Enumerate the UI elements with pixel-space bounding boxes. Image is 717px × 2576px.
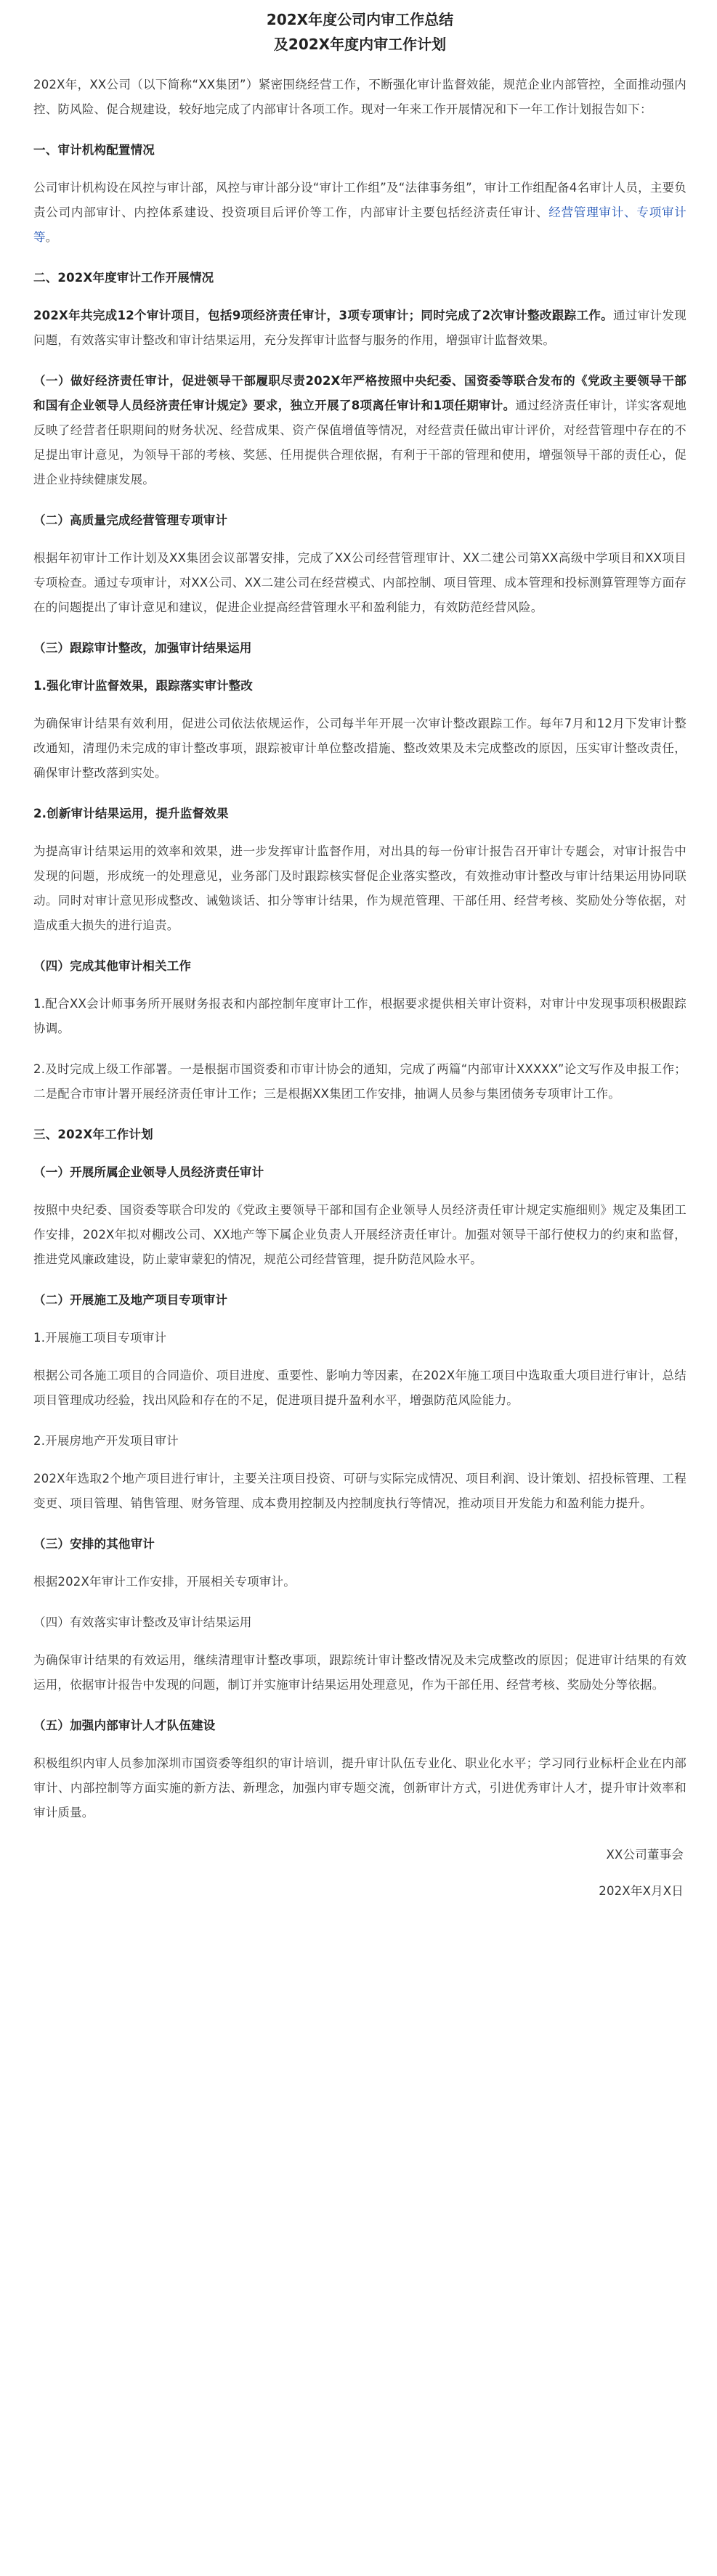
section-3-2-2-heading: 2.开展房地产开发项目审计 <box>33 1434 179 1448</box>
section-3-4-paragraph: 为确保审计结果的有效运用，继续清理审计整改事项，跟踪统计审计整改情况及未完成整改的原因；促进审计结果的有效运用，依据审计报告中发现的问题，制订并实施审计结果运用处理意见，作为干部任用、经营考核、奖励处分等依据。 <box>33 1653 686 1692</box>
section-2-4-2-paragraph: 2.及时完成上级工作部署。一是根据市国资委和市审计协会的通知，完成了两篇“内部审计XXXXX”论文写作及申报工作；二是配合市审计署开展经济责任审计工作；三是根据XX集团工作安排，抽调人员参与集团债务专项审计工作。 <box>33 1062 686 1101</box>
section-2-1-bold: （一）做好经济责任审计，促进领导干部履职尽责202X年严格按照中央纪委、国资委等联合发布的《党政主要领导干部和国有企业领导人员经济责任审计规定》要求，独立开展了8项离任审计和1项任期审计。 <box>33 374 686 412</box>
section-2-heading: 二、202X年度审计工作开展情况 <box>33 271 214 285</box>
section-2-summary-bold: 202X年共完成12个审计项目，包括9项经济责任审计，3项专项审计；同时完成了2次审计整改跟踪工作。 <box>33 309 614 322</box>
section-1-paragraph <box>33 176 686 250</box>
section-2-3-heading: （三）跟踪审计整改，加强审计结果运用 <box>33 641 252 655</box>
section-1-heading: 一、审计机构配置情况 <box>33 143 155 157</box>
section-2-2-heading: （二）高质量完成经营管理专项审计 <box>33 513 228 527</box>
section-3-2-1-heading: 1.开展施工项目专项审计 <box>33 1331 167 1345</box>
section-2-summary-rest: 通过审计发现问题，有效落实审计整改和审计结果运用，充分发挥审计监督与服务的作用，增强审计监督效果。 <box>33 309 686 347</box>
section-2-3-1-paragraph: 为确保审计结果有效利用，促进公司依法依规运作，公司每半年开展一次审计整改跟踪工作。每年7月和12月下发审计整改通知，清理仍未完成的审计整改事项，跟踪被审计单位整改措施、整改效果及未完成整改的原因，压实审计整改责任，确保审计整改落到实处。 <box>33 717 686 780</box>
section-3-4-heading: （四）有效落实审计整改及审计结果运用 <box>33 1615 252 1629</box>
section-3-2-2-paragraph: 202X年选取2个地产项目进行审计，主要关注项目投资、可研与实际完成情况、项目利润、设计策划、招投标管理、工程变更、项目管理、销售管理、财务管理、成本费用控制及内控制度执行等情况，推动项目开发能力和盈利能力提升。 <box>33 1472 686 1510</box>
title-block <box>33 0 686 57</box>
section-3-2-1-paragraph: 根据公司各施工项目的合同造价、项目进度、重要性、影响力等因素，在202X年施工项目中选取重大项目进行审计，总结项目管理成功经验，找出风险和存在的不足，促进项目提升盈利水平，增强防范风险能力。 <box>33 1369 686 1407</box>
signature-date: 202X年X月X日 <box>599 1884 684 1898</box>
section-3-3-paragraph: 根据202X年审计工作安排，开展相关专项审计。 <box>33 1575 296 1589</box>
section-3-5-heading: （五）加强内部审计人才队伍建设 <box>33 1719 216 1732</box>
section-2-4-1-paragraph: 1.配合XX会计师事务所开展财务报表和内部控制年度审计工作，根据要求提供相关审计资料，对审计中发现事项积极跟踪协调。 <box>33 997 686 1035</box>
section-2-2-paragraph: 根据年初审计工作计划及XX集团会议部署安排，完成了XX公司经营管理审计、XX二建公司第XX高级中学项目和XX项目专项检查。通过专项审计，对XX公司、XX二建公司在经营模式、内部控制、项目管理、成本管理和投标测算管理等方面存在的问题提出了审计意见和建议，促进企业提高经营管理水平和盈利能力，有效防范经营风险。 <box>33 551 686 614</box>
document-title-line2: 及202X年度内审工作计划 <box>273 36 447 53</box>
section-2-4-heading: （四）完成其他审计相关工作 <box>33 959 192 973</box>
section-1-text-link: 经营管理审计、专项审计等 <box>33 205 686 244</box>
section-2-summary <box>33 303 686 353</box>
signature-organization: XX公司董事会 <box>606 1848 684 1862</box>
section-3-5-paragraph: 积极组织内审人员参加深圳市国资委等组织的审计培训，提升审计队伍专业化、职业化水平；学习同行业标杆企业在内部审计、内部控制等方面实施的新方法、新理念，加强内审专题交流，创新审计方式，引进优秀审计人才，提升审计效率和审计质量。 <box>33 1756 686 1819</box>
section-3-heading: 三、202X年工作计划 <box>33 1128 153 1141</box>
section-3-3-heading: （三）安排的其他审计 <box>33 1537 155 1551</box>
section-1-text-a: 公司审计机构设在风控与审计部，风控与审计部分设“审计工作组”及“法律事务组”，审计工作组配备4名审计人员，主要负责公司内部审计、内控体系建设、投资项目后评价等工作，内部审计主要包括经济责任审计、 <box>33 181 686 219</box>
document-title-line1: 202X年度公司内审工作总结 <box>266 11 454 28</box>
intro-paragraph: 202X年，XX公司（以下简称“XX集团”）紧密围绕经营工作，不断强化审计监督效能，规范企业内部管控，全面推动强内控、防风险、促合规建设，较好地完成了内部审计各项工作。现对一年来工作开展情况和下一年工作计划报告如下： <box>33 78 686 116</box>
section-3-1-paragraph: 按照中央纪委、国资委等联合印发的《党政主要领导干部和国有企业领导人员经济责任审计规定实施细则》规定及集团工作安排，202X年拟对棚改公司、XX地产等下属企业负责人开展经济责任审计。加强对领导干部行使权力的约束和监督，推进党风廉政建设，防止蒙审蒙犯的情况，规范公司经营管理，提升防范风险水平。 <box>33 1203 686 1266</box>
section-2-3-2-heading: 2.创新审计结果运用，提升监督效果 <box>33 807 229 820</box>
section-2-1-rest: 通过经济责任审计，详实客观地反映了经营者任职期间的财务状况、经营成果、资产保值增值等情况，对经营责任做出审计评价，对经营管理中存在的不足提出审计意见，为领导干部的考核、奖惩、任用提供合理依据，有利于干部的管理和使用，增强领导干部的责任心，促进企业持续健康发展。 <box>33 399 686 486</box>
section-3-2-heading: （二）开展施工及地产项目专项审计 <box>33 1293 228 1307</box>
section-3-1-heading: （一）开展所属企业领导人员经济责任审计 <box>33 1165 264 1179</box>
section-2-3-1-heading: 1.强化审计监督效果，跟踪落实审计整改 <box>33 679 254 693</box>
section-1-text-b: 。 <box>45 230 58 244</box>
section-2-1-paragraph <box>33 369 686 492</box>
section-2-3-2-paragraph: 为提高审计结果运用的效率和效果，进一步发挥审计监督作用，对出具的每一份审计报告召开审计专题会，对审计报告中发现的问题，形成统一的处理意见，业务部门及时跟踪核实督促企业落实整改，有效推动审计整改与审计结果运用协同联动。同时对审计意见形成整改、诫勉谈话、扣分等审计结果，作为规范管理、干部任用、经营考核、奖励处分等依据，对造成重大损失的进行追责。 <box>33 844 686 932</box>
